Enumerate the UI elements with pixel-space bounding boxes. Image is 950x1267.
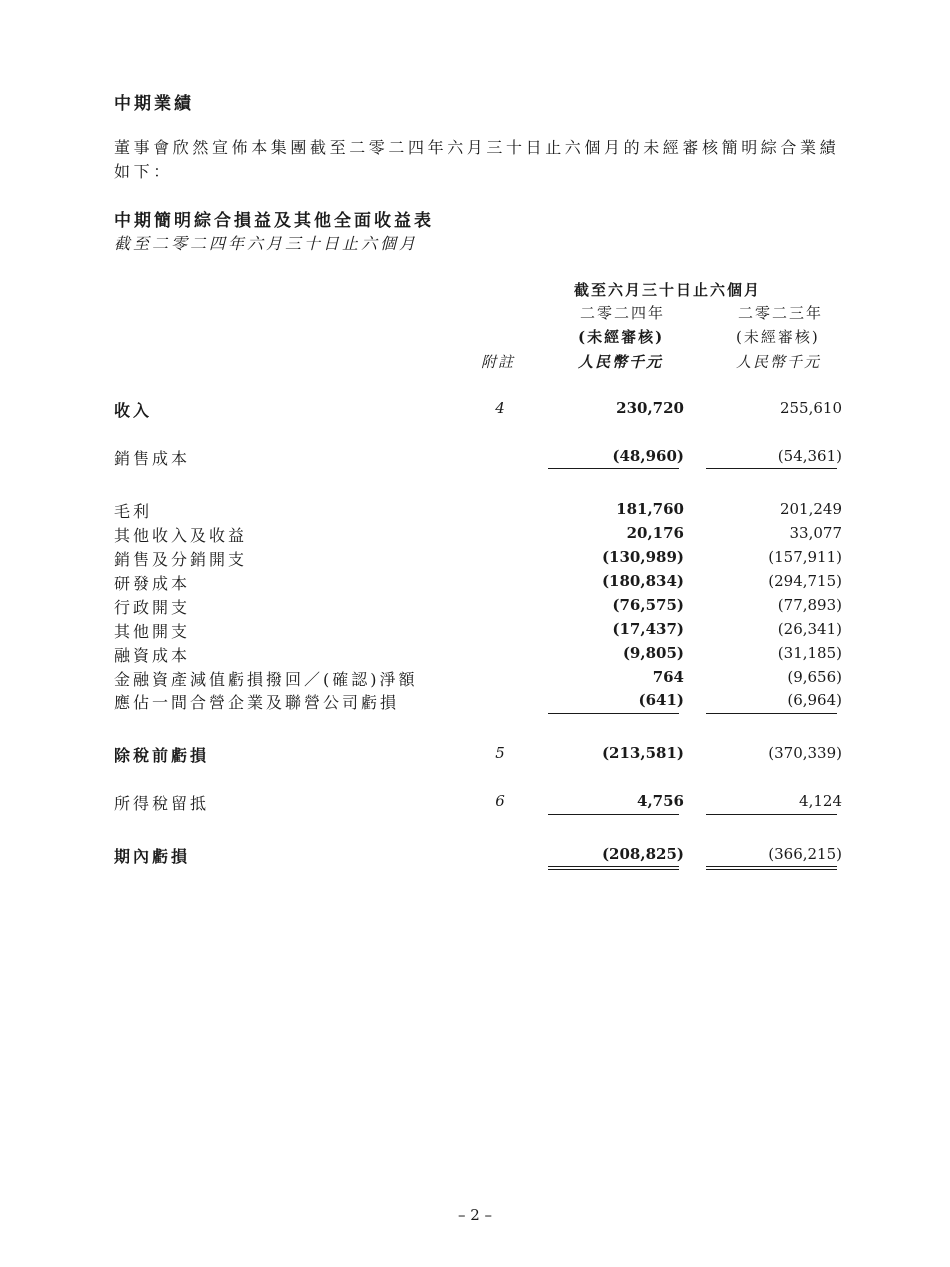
row-value-2023-revenue: 255,610 bbox=[779, 399, 842, 417]
row-value-2024-cost-of-sales: (48,960) bbox=[612, 447, 684, 465]
row-value-2024-loss-before-tax: (213,581) bbox=[601, 744, 684, 762]
row-label-share-of-losses: 應佔一間合營企業及聯營公司虧損 bbox=[114, 693, 400, 712]
row-value-2023-other-income: 33,077 bbox=[789, 524, 842, 542]
row-label-loss-before-tax: 除稅前虧損 bbox=[114, 746, 210, 765]
row-value-2024-gross-profit: 181,760 bbox=[616, 500, 684, 518]
row-value-2024-other-expenses: (17,437) bbox=[612, 620, 684, 638]
statement-title: 中期簡明綜合損益及其他全面收益表 bbox=[114, 211, 434, 231]
row-value-2024-share-of-losses: (641) bbox=[638, 691, 684, 709]
row-value-2024-admin-expenses: (76,575) bbox=[612, 596, 684, 614]
row-value-2024-other-income: 20,176 bbox=[626, 524, 684, 542]
row-value-2024-selling-expenses: (130,989) bbox=[601, 548, 684, 566]
row-note-income-tax-credit: 6 bbox=[495, 792, 505, 810]
section-title: 中期業績 bbox=[114, 94, 194, 114]
row-label-finance-costs: 融資成本 bbox=[114, 646, 191, 665]
page-number: – 2 – bbox=[457, 1206, 493, 1224]
row-note-loss-before-tax: 5 bbox=[495, 744, 505, 762]
subtotal-rule-2023 bbox=[706, 468, 837, 469]
row-value-2023-share-of-losses: (6,964) bbox=[787, 691, 842, 709]
row-value-2023-loss-for-period: (366,215) bbox=[768, 845, 842, 863]
row-value-2023-impairment-net: (9,656) bbox=[787, 668, 842, 686]
row-label-impairment-net: 金融資產減值虧損撥回／(確認)淨額 bbox=[114, 670, 418, 689]
row-label-rd-costs: 研發成本 bbox=[114, 574, 191, 593]
total-double-rule-2023 bbox=[706, 866, 837, 870]
row-value-2023-admin-expenses: (77,893) bbox=[777, 596, 842, 614]
year-2023-header: 二零二三年 bbox=[738, 304, 824, 322]
row-note-revenue: 4 bbox=[495, 399, 505, 417]
row-label-other-expenses: 其他開支 bbox=[114, 622, 191, 641]
row-value-2024-impairment-net: 764 bbox=[652, 668, 684, 686]
row-value-2024-loss-for-period: (208,825) bbox=[601, 845, 684, 863]
row-label-admin-expenses: 行政開支 bbox=[114, 598, 191, 617]
row-label-other-income: 其他收入及收益 bbox=[114, 526, 248, 545]
row-value-2024-rd-costs: (180,834) bbox=[601, 572, 684, 590]
subtotal-rule-2024 bbox=[548, 814, 679, 815]
row-value-2023-selling-expenses: (157,911) bbox=[768, 548, 842, 566]
period-header: 截至六月三十日止六個月 bbox=[574, 281, 762, 299]
row-label-income-tax-credit: 所得稅留抵 bbox=[114, 794, 210, 813]
row-value-2023-finance-costs: (31,185) bbox=[777, 644, 842, 662]
row-value-2023-cost-of-sales: (54,361) bbox=[777, 447, 842, 465]
row-label-gross-profit: 毛利 bbox=[114, 502, 153, 521]
row-label-cost-of-sales: 銷售成本 bbox=[114, 449, 191, 468]
row-value-2023-income-tax-credit: 4,124 bbox=[799, 792, 842, 810]
audit-2023-header: (未經審核) bbox=[736, 328, 820, 346]
unit-2023-header: 人民幣千元 bbox=[736, 353, 822, 371]
subtotal-rule-2024 bbox=[548, 468, 679, 469]
unit-2024-header: 人民幣千元 bbox=[578, 353, 664, 371]
row-label-loss-for-period: 期內虧損 bbox=[114, 847, 191, 866]
intro-paragraph: 董事會欣然宣佈本集團截至二零二四年六月三十日止六個月的未經審核簡明綜合業績如下： bbox=[114, 138, 840, 181]
row-value-2023-loss-before-tax: (370,339) bbox=[768, 744, 842, 762]
notes-header: 附註 bbox=[481, 353, 516, 371]
row-value-2023-gross-profit: 201,249 bbox=[779, 500, 842, 518]
audit-2024-header: (未經審核) bbox=[578, 328, 665, 346]
row-value-2024-finance-costs: (9,805) bbox=[622, 644, 684, 662]
subtotal-rule-2023 bbox=[706, 814, 837, 815]
row-value-2023-rd-costs: (294,715) bbox=[768, 572, 842, 590]
statement-subtitle: 截至二零二四年六月三十日止六個月 bbox=[114, 234, 419, 253]
row-label-selling-expenses: 銷售及分銷開支 bbox=[114, 550, 248, 569]
row-value-2023-other-expenses: (26,341) bbox=[777, 620, 842, 638]
row-value-2024-income-tax-credit: 4,756 bbox=[637, 792, 684, 810]
row-value-2024-revenue: 230,720 bbox=[616, 399, 684, 417]
total-double-rule-2024 bbox=[548, 866, 679, 870]
year-2024-header: 二零二四年 bbox=[580, 304, 666, 322]
subtotal-rule-2023 bbox=[706, 713, 837, 714]
subtotal-rule-2024 bbox=[548, 713, 679, 714]
row-label-revenue: 收入 bbox=[114, 401, 153, 420]
